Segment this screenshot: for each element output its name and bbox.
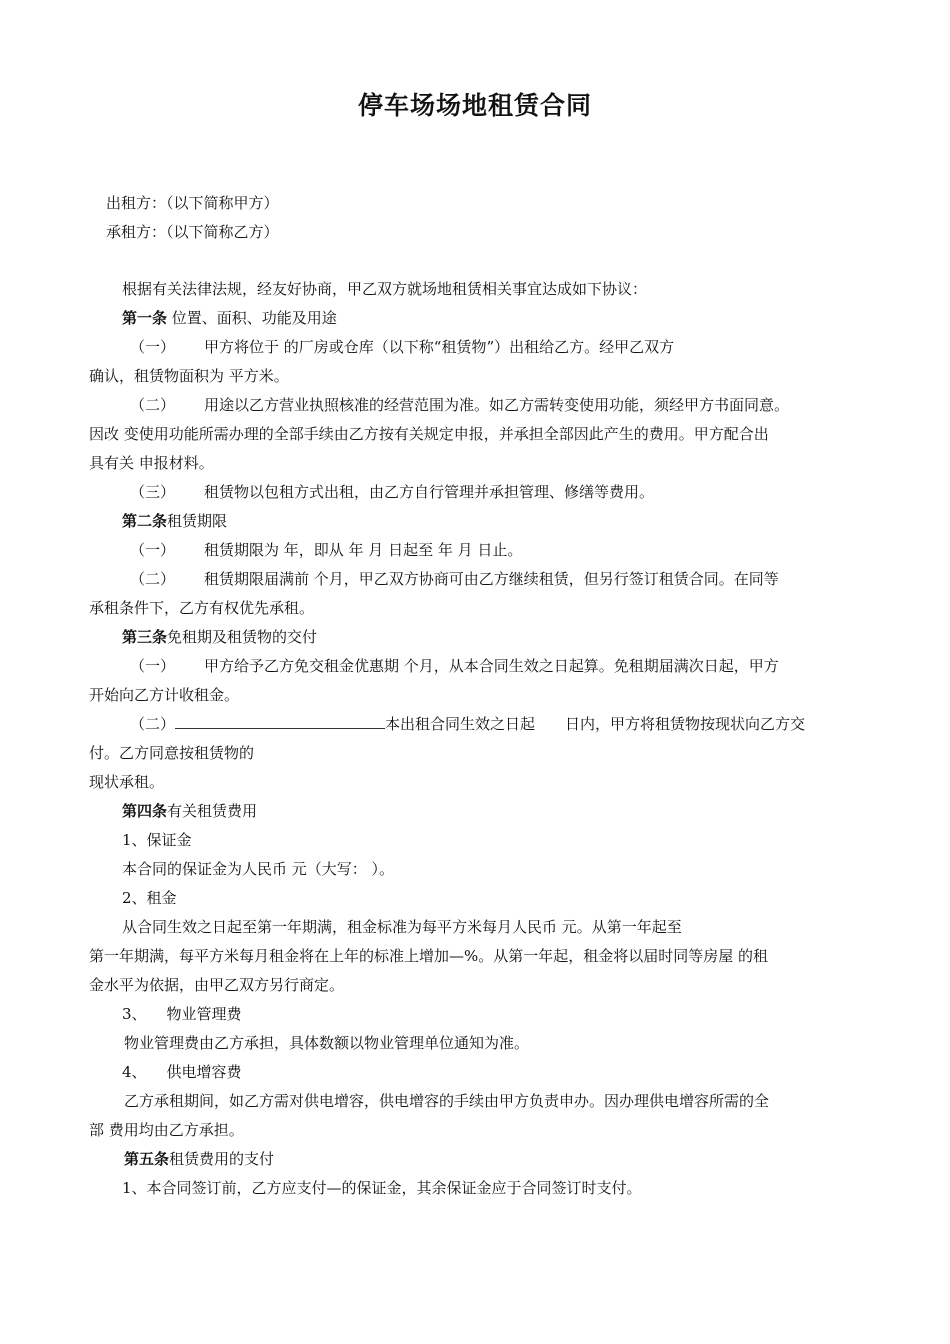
art2-item1-line1: 租赁期限为 年，即从 年 月 日起至 年 月 日止。 xyxy=(204,541,523,559)
intro: 根据有关法律法规，经友好协商，甲乙双方就场地租赁相关事宜达成如下协议： xyxy=(122,280,648,298)
article-3-label: 第三条 xyxy=(122,628,168,646)
art1-item3-line1: 租赁物以包租方式出租，由乙方自行管理并承担管理、修缮等费用。 xyxy=(204,483,655,501)
art3-item2-text-a: 本出租合同生效之日起 xyxy=(385,715,536,733)
art3-item2-line3: 现状承租。 xyxy=(89,773,165,791)
art3-item2-line1 xyxy=(130,714,805,734)
art2-item2-line1: 租赁期限届满前 个月，甲乙双方协商可由乙方继续租赁，但另行签订租赁合同。在同等 xyxy=(204,570,779,588)
article-1-label: 第一条 xyxy=(122,309,168,327)
art2-item2-num: （二） xyxy=(130,570,176,588)
art4-sec3-num: 3、 xyxy=(122,1005,147,1023)
art4-sec3-text: 物业管理费由乙方承担，具体数额以物业管理单位通知为准。 xyxy=(124,1034,530,1052)
art3-item2-line2: 付。乙方同意按租赁物的 xyxy=(89,744,255,762)
party-b: 承租方：（以下简称乙方） xyxy=(106,223,279,241)
article-4-heading xyxy=(122,801,257,821)
article-1-heading xyxy=(122,308,337,328)
art4-sec3-heading xyxy=(122,1004,242,1024)
art1-item2-line2: 因改 变使用功能所需办理的全部手续由乙方按有关规定申报，并承担全部因此产生的费用。甲方配合出 xyxy=(89,425,769,443)
art4-sec2-title: 2、租金 xyxy=(122,889,177,907)
art3-item1-line1: 甲方给予乙方免交租金优惠期 个月，从本合同生效之日起算。免租期届满次日起，甲方 xyxy=(204,657,779,675)
art2-item1-num: （一） xyxy=(130,541,176,559)
article-4-label: 第四条 xyxy=(122,802,168,820)
art4-sec2-line3: 金水平为依据，由甲乙双方另行商定。 xyxy=(89,976,345,994)
art4-sec3-title: 物业管理费 xyxy=(166,1005,242,1023)
art4-sec4-title: 供电增容费 xyxy=(166,1063,242,1081)
art5-sec1-text: 1、本合同签订前，乙方应支付—的保证金，其余保证金应于合同签订时支付。 xyxy=(122,1179,642,1197)
art1-item3-num: （三） xyxy=(130,483,176,501)
article-5-title: 租赁费用的支付 xyxy=(169,1150,275,1168)
art2-item2-line2: 承租条件下，乙方有权优先承租。 xyxy=(89,599,315,617)
art4-sec4-num: 4、 xyxy=(122,1063,147,1081)
art4-sec1-title: 1、保证金 xyxy=(122,831,192,849)
article-3-title: 免租期及租赁物的交付 xyxy=(167,628,318,646)
art4-sec4-line2: 部 费用均由乙方承担。 xyxy=(89,1121,244,1139)
art1-item2-line3: 具有关 申报材料。 xyxy=(89,454,214,472)
art4-sec2-line2: 第一年期满，每平方米每月租金将在上年的标准上增加—%。从第一年起，租金将以届时同等房屋 的租 xyxy=(89,947,769,965)
party-a: 出租方：（以下简称甲方） xyxy=(106,194,279,212)
art3-item1-line2: 开始向乙方计收租金。 xyxy=(89,686,240,704)
article-2-heading xyxy=(122,511,227,531)
article-5-heading xyxy=(124,1149,274,1169)
article-1-title: 位置、面积、功能及用途 xyxy=(167,309,337,327)
article-2-title: 租赁期限 xyxy=(167,512,228,530)
art4-sec4-heading xyxy=(122,1062,242,1082)
article-4-title: 有关租赁费用 xyxy=(167,802,258,820)
art4-sec2-line1: 从合同生效之日起至第一年期满，租金标准为每平方米每月人民币 元。从第一年起至 xyxy=(122,918,682,936)
art1-item2-num: （二） xyxy=(130,396,176,414)
art4-sec1-text: 本合同的保证金为人民币 元（大写： ）。 xyxy=(122,860,395,878)
art3-item1-num: （一） xyxy=(130,657,176,675)
article-2-label: 第二条 xyxy=(122,512,168,530)
art3-item2-text-b: 日内，甲方将租赁物按现状向乙方交 xyxy=(565,715,806,733)
art1-item1-line1: 甲方将位于 的厂房或仓库（以下称“租赁物”）出租给乙方。经甲乙双方 xyxy=(204,338,675,356)
fill-in-blank-line xyxy=(175,714,385,729)
art1-item2-line1: 用途以乙方营业执照核准的经营范围为准。如乙方需转变使用功能，须经甲方书面同意。 xyxy=(204,396,790,414)
article-3-heading xyxy=(122,627,317,647)
article-5-label: 第五条 xyxy=(124,1150,170,1168)
document-title: 停车场场地租赁合同 xyxy=(357,91,592,120)
art1-item1-num: （一） xyxy=(130,338,176,356)
art4-sec4-line1: 乙方承租期间，如乙方需对供电增容，供电增容的手续由甲方负责申办。因办理供电增容所需的全 xyxy=(124,1092,770,1110)
art3-item2-num: （二） xyxy=(130,715,176,733)
art1-item1-line2: 确认，租赁物面积为 平方米。 xyxy=(89,367,289,385)
